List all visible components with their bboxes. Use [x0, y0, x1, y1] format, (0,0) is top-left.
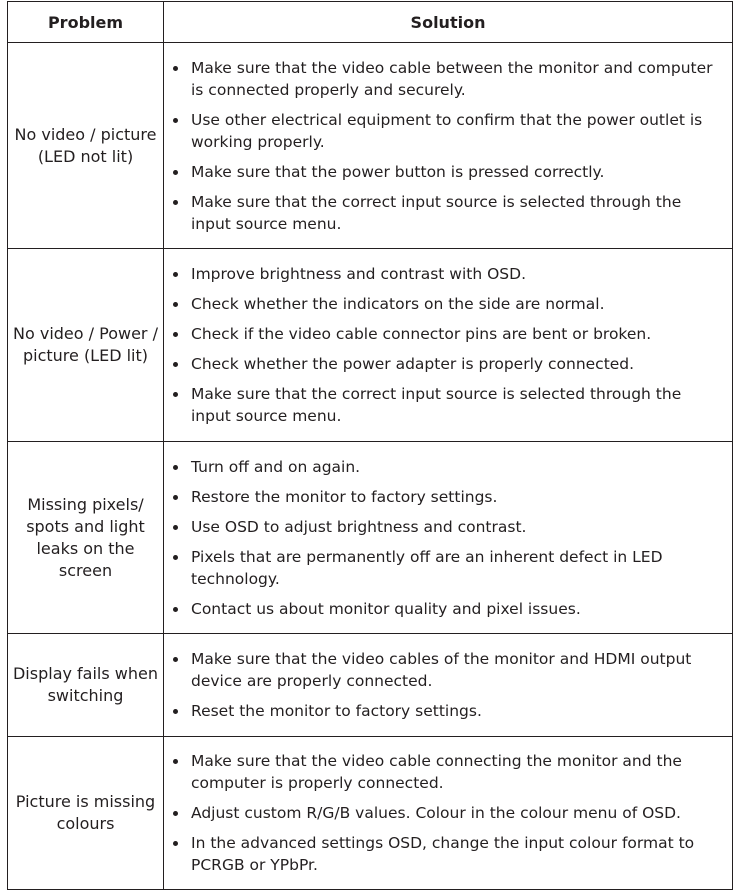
table-row [8, 249, 733, 442]
solution-cell [164, 737, 733, 890]
solution-cell [164, 43, 733, 249]
solution-item: Use other electrical equipment to confirm that the power outlet is working properly. [164, 109, 722, 153]
troubleshooting-table [7, 1, 733, 890]
solution-item: Make sure that the correct input source is selected through the input source menu. [164, 383, 722, 427]
solution-item: Restore the monitor to factory settings. [164, 486, 722, 508]
solution-item: Turn off and on again. [164, 456, 722, 478]
problem-column-header: Problem [8, 2, 164, 43]
solution-item: Check whether the indicators on the side are normal. [164, 293, 722, 315]
solution-item: Pixels that are permanently off are an inherent defect in LED technology. [164, 546, 722, 590]
solution-cell [164, 442, 733, 634]
table-row [8, 634, 733, 737]
solution-column-header: Solution [164, 2, 733, 43]
solution-item: Make sure that the power button is pressed correctly. [164, 161, 722, 183]
table-header-row [8, 2, 733, 43]
solution-item: Improve brightness and contrast with OSD. [164, 263, 722, 285]
solution-cell [164, 634, 733, 737]
table-row [8, 737, 733, 890]
solution-item: Make sure that the video cables of the monitor and HDMI output device are properly connected. [164, 648, 722, 692]
problem-cell: Missing pixels/ spots and light leaks on the screen [8, 442, 164, 634]
troubleshooting-table-container [7, 1, 732, 890]
solution-item: Check if the video cable connector pins are bent or broken. [164, 323, 722, 345]
problem-cell: No video / picture (LED not lit) [8, 43, 164, 249]
table-row [8, 43, 733, 249]
solution-list [164, 648, 722, 722]
solution-list [164, 57, 722, 235]
solution-list [164, 750, 722, 876]
solution-item: Check whether the power adapter is properly connected. [164, 353, 722, 375]
solution-item: Make sure that the correct input source is selected through the input source menu. [164, 191, 722, 235]
solution-cell [164, 249, 733, 442]
solution-item: Use OSD to adjust brightness and contrast. [164, 516, 722, 538]
problem-cell: No video / Power / picture (LED lit) [8, 249, 164, 442]
solution-item: Reset the monitor to factory settings. [164, 700, 722, 722]
problem-cell: Display fails when switching [8, 634, 164, 737]
solution-item: In the advanced settings OSD, change the input colour format to PCRGB or YPbPr. [164, 832, 722, 876]
solution-list [164, 263, 722, 427]
solution-item: Make sure that the video cable connecting the monitor and the computer is properly connected. [164, 750, 722, 794]
solution-item: Contact us about monitor quality and pixel issues. [164, 598, 722, 620]
problem-cell: Picture is missing colours [8, 737, 164, 890]
solution-item: Make sure that the video cable between the monitor and computer is connected properly and securely. [164, 57, 722, 101]
solution-item: Adjust custom R/G/B values. Colour in the colour menu of OSD. [164, 802, 722, 824]
solution-list [164, 456, 722, 620]
table-row [8, 442, 733, 634]
